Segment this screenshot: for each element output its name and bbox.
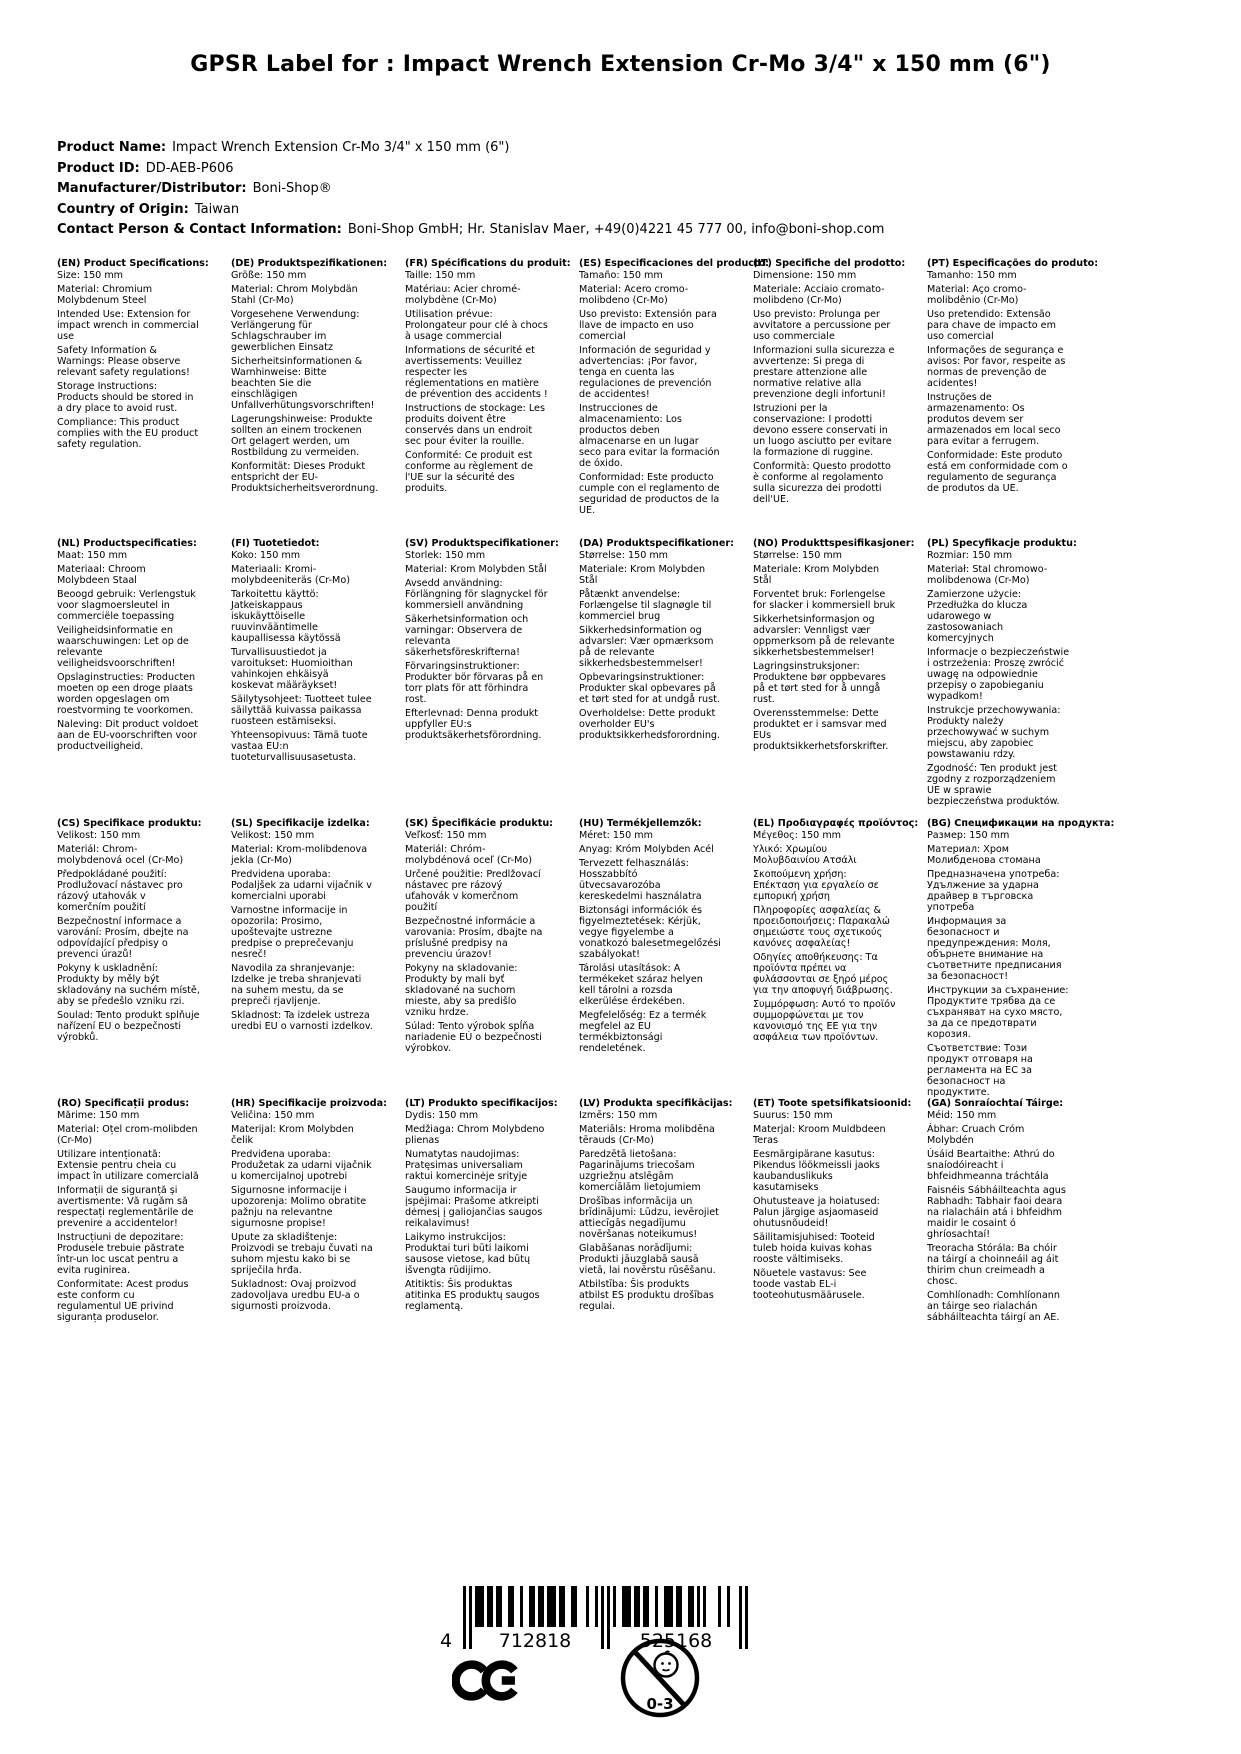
- lang-block-header: (SV) Produktspecifikationer:: [405, 538, 559, 549]
- spec-paragraph: Nõuetele vastavus: See toode vastab EL-i tooteohutusmäärusele.: [753, 1268, 867, 1301]
- age-range-label: 0-3: [646, 1695, 674, 1713]
- spec-paragraph: Lagerungshinweise: Produkte sollten an einem trockenen Ort gelagert werden, um Rostbildung zu vermeiden.: [231, 414, 373, 458]
- spec-paragraph: Medžiaga: Chrom Molybdeno plienas: [405, 1124, 545, 1146]
- lang-block-header: (DE) Produktspezifikationen:: [231, 258, 388, 269]
- barcode-left-digits: 712818: [498, 1630, 572, 1652]
- lang-block-header: (EN) Product Specifications:: [57, 258, 209, 269]
- spec-paragraph: Soulad: Tento produkt splňuje nařízení EU o bezpečnosti výrobků.: [57, 1010, 200, 1043]
- spec-paragraph: Instruções de armazenamento: Os produtos devem ser armazenados em local seco para evitar a ferrugem.: [927, 392, 1061, 447]
- lang-block-el: [753, 818, 919, 1098]
- spec-paragraph: Atitiktis: Šis produktas atitinka ES produktų saugos reglamentą.: [405, 1279, 540, 1312]
- spec-paragraph: Intended Use: Extension for impact wrench in commercial use: [57, 309, 199, 342]
- lang-block-de: [231, 258, 388, 538]
- lang-block-no: [753, 538, 915, 818]
- spec-paragraph: Materiaal: Chroom Molybdeen Staal: [57, 564, 146, 586]
- spec-paragraph: Izmērs: 150 mm: [579, 1110, 658, 1121]
- lang-block-lt: [405, 1098, 558, 1326]
- spec-paragraph: Größe: 150 mm: [231, 270, 307, 281]
- spec-paragraph: Instrukcje przechowywania: Produkty należy przechowywać w suchym miejscu, aby zapobiec powstawaniu rdzy.: [927, 705, 1061, 760]
- spec-paragraph: Påtænkt anvendelse: Forlængelse til slagnøgle til kommerciel brug: [579, 589, 712, 622]
- spec-paragraph: Veličina: 150 mm: [231, 1110, 315, 1121]
- barcode-right-digits: 525168: [639, 1630, 713, 1652]
- spec-paragraph: Sukladnost: Ovaj proizvod zadovoljava uredbu EU-a o sigurnosti proizvoda.: [231, 1279, 360, 1312]
- spec-paragraph: Materjal: Kroom Muldbdeen Teras: [753, 1124, 886, 1146]
- spec-paragraph: Treoracha Stórála: Ba chóir na táirgí a choinneáil ag áit thirim chun creimeadh a chosc.: [927, 1243, 1059, 1287]
- spec-paragraph: Materiale: Krom Molybden Stål: [579, 564, 706, 586]
- spec-paragraph: Opbevaringsinstruktioner: Produkter skal opbevares på et tørt sted for at undgå rust.: [579, 672, 720, 705]
- spec-paragraph: Určené použitie: Predlžovací nástavec pre rázový uťahovák v komerčnom použití: [405, 869, 541, 913]
- spec-paragraph: Размер: 150 mm: [927, 830, 1010, 841]
- spec-paragraph: Materiāls: Hroma molibdēna tērauds (Cr-Mo): [579, 1124, 715, 1146]
- spec-paragraph: Pokyny k uskladnění: Produkty by měly být skladovány na suchém místě, aby se předešlo vzniku rzi.: [57, 963, 200, 1007]
- lang-block-header: (LT) Produkto specifikacijos:: [405, 1098, 558, 1109]
- spec-paragraph: Uso previsto: Extensión para llave de impacto en uso comercial: [579, 309, 717, 342]
- lang-block-et: [753, 1098, 912, 1326]
- lang-block-pt: [927, 258, 1099, 538]
- spec-paragraph: Velikost: 150 mm: [57, 830, 141, 841]
- lang-block-header: (DA) Produktspecifikationer:: [579, 538, 734, 549]
- product-info-value: DD-AEB-P606: [145, 160, 234, 176]
- ean13-barcode: [428, 1586, 758, 1652]
- spec-paragraph: Bezpečnostné informácie a varovania: Prosím, dbajte na príslušné predpisy na prevenciu úrazov!: [405, 916, 543, 960]
- spec-paragraph: Predvidena uporaba: Podaljšek za udarni vijačnik v komercialni uporabi: [231, 869, 372, 902]
- spec-paragraph: Bezpečnostní informace a varování: Prosím, dbejte na odpovídající předpisy o prevenci úrazů!: [57, 916, 189, 960]
- spec-paragraph: Istruzioni per la conservazione: I prodotti devono essere conservati in un luogo asciutto per evitare la formazione di ruggine.: [753, 403, 892, 458]
- spec-paragraph: Sikkerhetsinformasjon og advarsler: Vennligst vær oppmerksom på de relevante sikkerhetsbestemmelser!: [753, 614, 895, 658]
- spec-paragraph: Drošības informācija un brīdinājumi: Lūdzu, ievērojiet attiecīgās negadījumu novēršanas noteikumus!: [579, 1196, 719, 1240]
- spec-paragraph: Størrelse: 150 mm: [579, 550, 669, 561]
- lang-block-da: [579, 538, 734, 818]
- lang-block-header: (PT) Especificações do produto:: [927, 258, 1099, 269]
- lang-block-header: (FR) Spécifications du produit:: [405, 258, 571, 269]
- spec-paragraph: Naleving: Dit product voldoet aan de EU-voorschriften voor productveiligheid.: [57, 719, 199, 752]
- spec-paragraph: Varnostne informacije in opozorila: Prosimo, upoštevajte ustrezne predpise o preprečevanju nesreč!: [231, 905, 354, 960]
- spec-paragraph: Förvaringsinstruktioner: Produkter bör förvaras på en torr plats för att förhindra rost.: [405, 661, 544, 705]
- product-info-value: Taiwan: [194, 201, 240, 217]
- lang-block-cs: [57, 818, 200, 1098]
- lang-block-header: (EL) Προδιαγραφές προϊόντος:: [753, 818, 919, 829]
- spec-paragraph: Material: Chrom Molybdän Stahl (Cr-Mo): [231, 284, 358, 306]
- spec-paragraph: Informații de siguranță și avertismente: Vă rugăm să respectați reglementările de prevenire a accidentelor!: [57, 1185, 194, 1229]
- product-info-label: Product Name:: [57, 140, 167, 155]
- product-info-value: Boni-Shop®: [252, 181, 332, 196]
- spec-paragraph: Οδηγίες αποθήκευσης: Τα προϊόντα πρέπει να φυλάσσονται σε ξηρό μέρος για την αποφυγή διάβρωσης.: [753, 952, 893, 996]
- spec-paragraph: Rozmiar: 150 mm: [927, 550, 1013, 561]
- spec-paragraph: Conformitate: Acest produs este conform cu regulamentul UE privind siguranța produselor.: [57, 1279, 189, 1323]
- lang-block-es: [579, 258, 770, 538]
- spec-paragraph: Instrucțiuni de depozitare: Produsele trebuie păstrate într-un loc uscat pentru a evita ruginirea.: [57, 1232, 185, 1276]
- spec-paragraph: Uso previsto: Prolunga per avvitatore a percussione per uso commerciale: [753, 309, 891, 342]
- spec-paragraph: Σκοπούμενη χρήση: Επέκταση για εργαλείο σε εμπορική χρήση: [753, 869, 879, 902]
- spec-paragraph: Conformidade: Este produto está em conformidade com o regulamento de segurança de produtos da UE.: [927, 450, 1068, 494]
- spec-paragraph: Comhlíonadh: Comhlíonann an táirge seo rialachán sábháilteachta táirgí an AE.: [927, 1290, 1060, 1323]
- spec-paragraph: Съответствие: Този продукт отговаря на регламента на ЕС за безопасност на продуктите.: [927, 1043, 1033, 1098]
- barcode-first-digit: 4: [440, 1630, 453, 1652]
- spec-paragraph: Taille: 150 mm: [405, 270, 476, 281]
- spec-paragraph: Súlad: Tento výrobok spĺňa nariadenie EÚ o bezpečnosti výrobkov.: [405, 1021, 542, 1054]
- spec-paragraph: Conformità: Questo prodotto è conforme al regolamento sulla sicurezza dei prodotti dell'UE.: [753, 461, 891, 505]
- spec-paragraph: Säilytysohjeet: Tuotteet tulee säilyttää kuivassa paikassa ruosteen estämiseksi.: [231, 694, 372, 727]
- spec-paragraph: Saugumo informacija ir įspėjimai: Prašome atkreipti dėmesį į galiojančias saugos reikalavimus!: [405, 1185, 543, 1229]
- spec-paragraph: Materijal: Krom Molybden čelik: [231, 1124, 354, 1146]
- spec-paragraph: Pokyny na skladovanie: Produkty by mali byť skladované na suchom mieste, aby sa predišlo vzniku hrdze.: [405, 963, 518, 1018]
- lang-block-it: [753, 258, 906, 538]
- product-info-label: Country of Origin:: [57, 201, 189, 217]
- spec-paragraph: Conformité: Ce produit est conforme au règlement de l'UE sur la sécurité des produits.: [405, 450, 533, 494]
- lang-block-header: (HU) Termékjellemzők:: [579, 818, 702, 829]
- product-info-label: Product ID:: [57, 160, 140, 176]
- spec-paragraph: Material: Krom Molybden Stål: [405, 564, 547, 575]
- spec-paragraph: Dydis: 150 mm: [405, 1110, 479, 1121]
- spec-paragraph: Anyag: Króm Molybden Acél: [579, 844, 714, 855]
- lang-block-bg: [927, 818, 1115, 1098]
- product-info-row: [57, 220, 884, 241]
- spec-paragraph: Инструкции за съхранение: Продуктите трябва да се съхраняват на сухо място, за да се предотврати корозия.: [927, 985, 1069, 1040]
- spec-paragraph: Skladnost: Ta izdelek ustreza uredbi EU o varnosti izdelkov.: [231, 1010, 373, 1032]
- spec-paragraph: Laikymo instrukcijos: Produktai turi būti laikomi sausose vietose, kad būtų išvengta rūdijimo.: [405, 1232, 531, 1276]
- lang-block-header: (HR) Specifikacije proizvoda:: [231, 1098, 387, 1109]
- spec-paragraph: Overholdelse: Dette produkt overholder EU's produktsikkerhedsforordning.: [579, 708, 721, 741]
- spec-paragraph: Materiaali: Kromi-molybdeeniteräs (Cr-Mo): [231, 564, 350, 586]
- spec-paragraph: Ohutusteave ja hoiatused: Palun järgige asjaomaseid ohutusnõudeid!: [753, 1196, 880, 1229]
- spec-paragraph: Lagringsinstruksjoner: Produktene bør oppbevares på et tørt sted for å unngå rust.: [753, 661, 886, 705]
- spec-paragraph: Informacje o bezpieczeństwie i ostrzeżenia: Proszę zwrócić uwagę na odpowiednie przepisy o zapobieganiu wypadkom!: [927, 647, 1070, 702]
- spec-paragraph: Turvallisuustiedot ja varoitukset: Huomioithan vahinkojen ehkäisyä koskevat määräykset!: [231, 647, 353, 691]
- lang-block-lv: [579, 1098, 733, 1326]
- spec-paragraph: Overensstemmelse: Dette produktet er i samsvar med EUs produktsikkerhetsforskrifter.: [753, 708, 889, 752]
- spec-paragraph: Uso pretendido: Extensão para chave de impacto em uso comercial: [927, 309, 1056, 342]
- spec-paragraph: Numatytas naudojimas: Pratęsimas universaliam raktui komercinėje srityje: [405, 1149, 528, 1182]
- spec-paragraph: Informazioni sulla sicurezza e avvertenze: Si prega di prestare attenzione alle normative relative alla prevenzione degli infortuni!: [753, 345, 895, 400]
- spec-paragraph: Υλικό: Χρωμίου Μολυβδαινίου Ατσάλι: [753, 844, 857, 866]
- spec-paragraph: Sigurnosne informacije i upozorenja: Molimo obratite pažnju na relevantne sigurnosne propise!: [231, 1185, 367, 1229]
- lang-block-fr: [405, 258, 571, 538]
- product-info-row: [57, 159, 884, 180]
- lang-block-ro: [57, 1098, 200, 1326]
- spec-paragraph: Glabāšanas norādījumi: Produkti jāuzglabā sausā vietā, lai novērstu rūsēšanu.: [579, 1243, 716, 1276]
- lang-block-header: (NO) Produkttspesifikasjoner:: [753, 538, 915, 549]
- spec-paragraph: Atbilstība: Šis produkts atbilst ES produktu drošības regulai.: [579, 1279, 714, 1312]
- spec-paragraph: Ábhar: Cruach Cróm Molybdén: [927, 1124, 1025, 1146]
- spec-paragraph: Tárolási utasítások: A termékeket száraz helyen kell tárolni a rozsda elkerülése érdekében.: [579, 963, 703, 1007]
- spec-paragraph: Säilitamisjuhised: Tooteid tuleb hoida kuivas kohas rooste vältimiseks.: [753, 1232, 875, 1265]
- spec-paragraph: Material: Oțel crom-molibden (Cr-Mo): [57, 1124, 198, 1146]
- spec-paragraph: Tamaño: 150 mm: [579, 270, 663, 281]
- spec-paragraph: Tamanho: 150 mm: [927, 270, 1017, 281]
- spec-paragraph: Megfelelőség: Ez a termék megfelel az EU termékbiztonsági rendeletének.: [579, 1010, 707, 1054]
- spec-paragraph: Suurus: 150 mm: [753, 1110, 833, 1121]
- spec-paragraph: Paredzētā lietošana: Pagarinājums triecošam uzgriežņu atslēgām komerciālām lietojumiem: [579, 1149, 701, 1193]
- spec-paragraph: Instructions de stockage: Les produits doivent être conservés dans un endroit sec pour éviter la rouille.: [405, 403, 545, 447]
- spec-paragraph: Μέγεθος: 150 mm: [753, 830, 842, 841]
- lang-block-header: (ES) Especificaciones del producto:: [579, 258, 770, 269]
- spec-paragraph: Předpokládané použití: Prodlužovací nástavec pro rázový utahovák v komerčním použití: [57, 869, 183, 913]
- spec-paragraph: Matériau: Acier chromé-molybdène (Cr-Mo): [405, 284, 521, 306]
- spec-paragraph: Materiál: Chróm-molybdénová oceľ (Cr-Mo): [405, 844, 533, 866]
- spec-paragraph: Conformidad: Este producto cumple con el reglamento de seguridad de productos de la UE.: [579, 472, 720, 516]
- spec-paragraph: Koko: 150 mm: [231, 550, 301, 561]
- spec-paragraph: Navodila za shranjevanje: Izdelke je treba shranjevati na suhem mestu, da se prepreči rjavljenje.: [231, 963, 362, 1007]
- spec-paragraph: Úsáid Beartaithe: Athrú do snaíodóireacht i bhfeidhmeanna tráchtála: [927, 1149, 1055, 1182]
- page-title: GPSR Label for : Impact Wrench Extension Cr-Mo 3/4" x 150 mm (6"): [190, 52, 1051, 77]
- spec-paragraph: Avsedd användning: Förlängning för slagnyckel för kommersiell användning: [405, 578, 548, 611]
- spec-paragraph: Predviđena uporaba: Produžetak za udarni vijačnik u komercijalnoj upotrebi: [231, 1149, 372, 1182]
- spec-paragraph: Dimensione: 150 mm: [753, 270, 857, 281]
- spec-paragraph: Veiligheidsinformatie en waarschuwingen: Let op de relevante veiligheidsvoorschriften!: [57, 625, 189, 669]
- spec-paragraph: Size: 150 mm: [57, 270, 124, 281]
- spec-paragraph: Sicherheitsinformationen & Warnhinweise: Bitte beachten Sie die einschlägigen Unfallverhütungsvorschriften!: [231, 356, 375, 411]
- lang-block-header: (PL) Specyfikacje produktu:: [927, 538, 1077, 549]
- product-info-value: Boni-Shop GmbH; Hr. Stanislav Maer, +49(0)4221 45 777 00, info@boni-shop.com: [347, 222, 885, 237]
- spec-paragraph: Forventet bruk: Forlengelse for slacker i kommersiell bruk: [753, 589, 896, 611]
- spec-paragraph: Utilisation prévue: Prolongateur pour clé à chocs à usage commercial: [405, 309, 548, 342]
- lang-block-header: (NL) Productspecificaties:: [57, 538, 197, 549]
- lang-block-sl: [231, 818, 374, 1098]
- spec-paragraph: Maat: 150 mm: [57, 550, 128, 561]
- spec-paragraph: Velikost: 150 mm: [231, 830, 315, 841]
- spec-paragraph: Zgodność: Ten produkt jest zgodny z rozporządzeniem UE w sprawie bezpieczeństwa produktów.: [927, 763, 1060, 807]
- lang-block-header: (ET) Toote spetsifikatsioonid:: [753, 1098, 912, 1109]
- lang-block-header: (LV) Produkta specifikācijas:: [579, 1098, 733, 1109]
- spec-paragraph: Upute za skladištenje: Proizvodi se trebaju čuvati na suhom mjestu kako bi se spriječila hrđa.: [231, 1232, 373, 1276]
- product-info-block: [57, 138, 884, 241]
- spec-paragraph: Méret: 150 mm: [579, 830, 653, 841]
- baby-face-icon: [655, 1654, 678, 1677]
- spec-paragraph: Zamierzone użycie: Przedłużka do klucza udarowego w zastosowaniach komercyjnych: [927, 589, 1028, 644]
- lang-block-header: (FI) Tuotetiedot:: [231, 538, 320, 549]
- lang-block-sv: [405, 538, 559, 818]
- spec-paragraph: Veľkosť: 150 mm: [405, 830, 487, 841]
- spec-paragraph: Storlek: 150 mm: [405, 550, 486, 561]
- spec-paragraph: Material: Acero cromo-molibdeno (Cr-Mo): [579, 284, 689, 306]
- spec-paragraph: Safety Information & Warnings: Please observe relevant safety regulations!: [57, 345, 190, 378]
- spec-paragraph: Material: Chromium Molybdenum Steel: [57, 284, 153, 306]
- lang-block-hr: [231, 1098, 387, 1326]
- spec-paragraph: Sikkerhedsinformation og advarsler: Vær opmærksom på de relevante sikkerhedsbestemmelser!: [579, 625, 714, 669]
- spec-paragraph: Mărime: 150 mm: [57, 1110, 140, 1121]
- product-info-row: [57, 179, 884, 200]
- spec-paragraph: Eesmärgipärane kasutus: Pikendus löökmeissli jaoks kaubanduslikuks kasutamiseks: [753, 1149, 880, 1193]
- spec-paragraph: Opslaginstructies: Producten moeten op een droge plaats worden opgeslagen om roestvorming te voorkomen.: [57, 672, 196, 716]
- lang-block-sk: [405, 818, 554, 1098]
- lang-block-nl: [57, 538, 200, 818]
- spec-paragraph: Compliance: This product complies with the EU product safety regulation.: [57, 417, 199, 450]
- product-info-row: [57, 200, 884, 221]
- spec-paragraph: Vorgesehene Verwendung: Verlängerung für Schlagschrauber im gewerblichen Einsatz: [231, 309, 360, 353]
- spec-paragraph: Informações de segurança e avisos: Por favor, respeite as normas de prevenção de acidentes!: [927, 345, 1066, 389]
- spec-paragraph: Konformität: Dieses Produkt entspricht der EU-Produktsicherheitsverordnung.: [231, 461, 379, 494]
- lang-block-ga: [927, 1098, 1070, 1326]
- lang-block-en: [57, 258, 209, 538]
- spec-paragraph: Instrucciones de almacenamiento: Los productos deben almacenarse en un lugar seco para evitar la formación de óxido.: [579, 403, 720, 469]
- lang-block-header: (CS) Specifikace produktu:: [57, 818, 202, 829]
- lang-block-header: (SK) Špecifikácie produktu:: [405, 818, 554, 829]
- spec-paragraph: Størrelse: 150 mm: [753, 550, 843, 561]
- product-info-row: [57, 138, 884, 159]
- spec-paragraph: Utilizare intenționată: Extensie pentru cheia cu impact în utilizare comercială: [57, 1149, 199, 1182]
- spec-paragraph: Materiale: Acciaio cromato-molibdeno (Cr-Mo): [753, 284, 885, 306]
- spec-paragraph: Materiał: Stal chromowo-molibdenowa (Cr-Mo): [927, 564, 1048, 586]
- lang-block-fi: [231, 538, 374, 818]
- spec-paragraph: Συμμόρφωση: Αυτό το προϊόν συμμορφώνεται με τον κανονισμό της ΕΕ για την ασφάλεια των προϊόντων.: [753, 999, 896, 1043]
- age-warning-0-3-icon: [618, 1636, 702, 1720]
- lang-block-pl: [927, 538, 1077, 818]
- spec-paragraph: Tervezett felhasználás: Hosszabbító ütvecsavarozóba kereskedelmi használatra: [579, 858, 702, 902]
- language-specs-grid: [57, 258, 1115, 1326]
- spec-paragraph: Materiál: Chrom-molybdenová ocel (Cr-Mo): [57, 844, 184, 866]
- product-info-value: Impact Wrench Extension Cr-Mo 3/4" x 150 mm (6"): [172, 140, 510, 155]
- spec-paragraph: Предназначена употреба: Удължение за ударна драйвер в търговска употреба: [927, 869, 1060, 913]
- spec-paragraph: Storage Instructions: Products should be stored in a dry place to avoid rust.: [57, 381, 194, 414]
- spec-paragraph: Yhteensopivuus: Tämä tuote vastaa EU:n tuoteturvallisuusasetusta.: [231, 730, 368, 763]
- spec-paragraph: Beoogd gebruik: Verlengstuk voor slagmoersleutel in commerciële toepassing: [57, 589, 196, 622]
- spec-paragraph: Materiale: Krom Molybden Stål: [753, 564, 880, 586]
- lang-block-hu: [579, 818, 722, 1098]
- lang-block-header: (SL) Specifikacije izdelka:: [231, 818, 370, 829]
- lang-block-header: (IT) Specifiche del prodotto:: [753, 258, 906, 269]
- lang-block-header: (BG) Спецификации на продукта:: [927, 818, 1115, 829]
- spec-paragraph: Tarkoitettu käyttö: Jatkeiskappaus iskukäyttöiselle ruuvinvääntimelle kaupallisessa käytössä: [231, 589, 341, 644]
- spec-paragraph: Πληροφορίες ασφαλείας & προειδοποιήσεις: Παρακαλώ σημειώστε τους σχετικούς κανόνες ασφαλείας!: [753, 905, 890, 949]
- spec-paragraph: Материал: Хром Молибденова стомана: [927, 844, 1041, 866]
- spec-paragraph: Informations de sécurité et avertissements: Veuillez respecter les réglementations en matière de prévention des accidents !: [405, 345, 548, 400]
- spec-paragraph: Информация за безопасност и предупреждения: Моля, обърнете внимание на съответните предписания за безопасност!: [927, 916, 1062, 982]
- spec-paragraph: Material: Aço cromo-molibdênio (Cr-Mo): [927, 284, 1027, 306]
- spec-paragraph: Biztonsági információk és figyelmeztetések: Kérjük, vegye figyelembe a vonatkozó balesetmegelőzési szabályokat!: [579, 905, 721, 960]
- lang-block-header: (RO) Specificații produs:: [57, 1098, 190, 1109]
- spec-paragraph: Información de seguridad y advertencias: ¡Por favor, tenga en cuenta las regulaciones de prevención de accidentes!: [579, 345, 712, 400]
- product-info-label: Contact Person & Contact Information:: [57, 222, 342, 237]
- spec-paragraph: Efterlevnad: Denna produkt uppfyller EU:s produktsäkerhetsförordning.: [405, 708, 542, 741]
- spec-paragraph: Material: Krom-molibdenova jekla (Cr-Mo): [231, 844, 368, 866]
- spec-paragraph: Faisnéis Sábháilteachta agus Rabhadh: Tabhair faoi deara na rialacháin atá i bhfeidhm maidir le cosaint ó ghríosachtaí!: [927, 1185, 1066, 1240]
- product-info-label: Manufacturer/Distributor:: [57, 181, 247, 196]
- ce-mark-icon: [452, 1658, 522, 1703]
- lang-block-header: (GA) Sonraíochtaí Táirge:: [927, 1098, 1064, 1109]
- spec-paragraph: Méid: 150 mm: [927, 1110, 997, 1121]
- spec-paragraph: Säkerhetsinformation och varningar: Observera de relevanta säkerhetsföreskrifterna!: [405, 614, 529, 658]
